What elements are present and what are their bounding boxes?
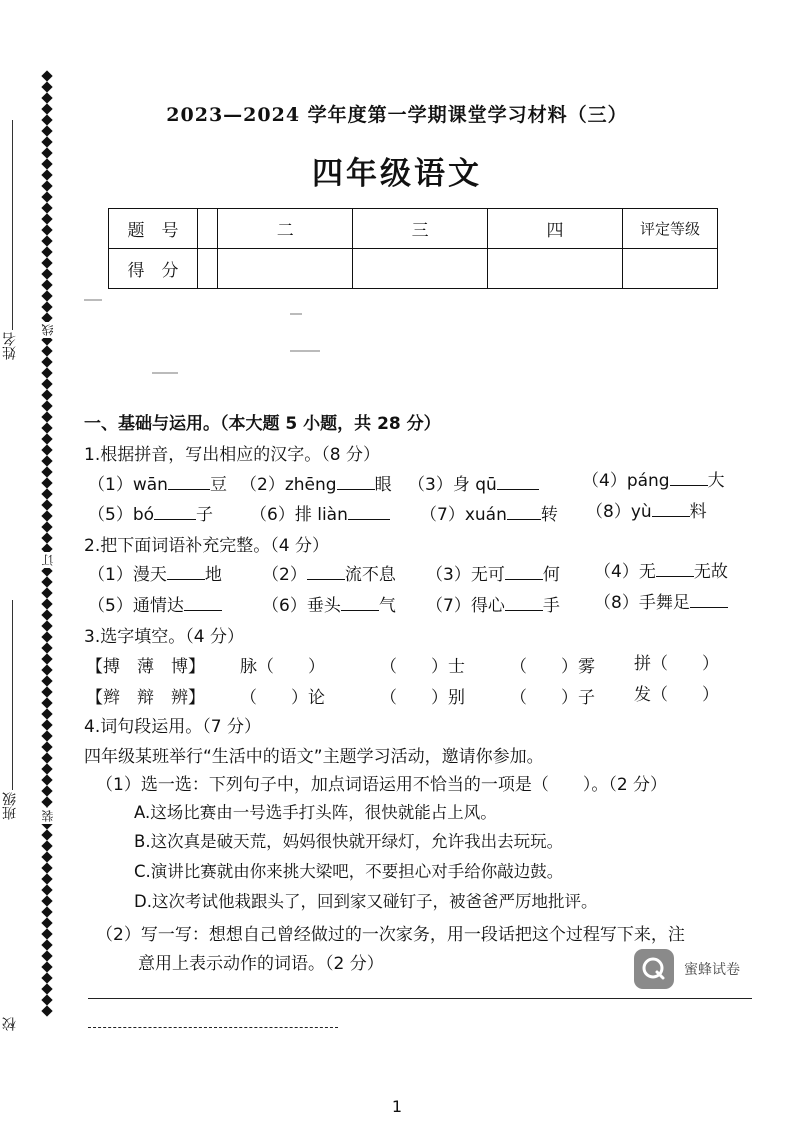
q3-group-1-label: 【搏 薄 博】	[86, 657, 205, 677]
diamond-mark	[41, 653, 52, 664]
diamond-mark	[41, 1005, 52, 1016]
diamond-mark	[41, 939, 52, 950]
q1-item-6	[250, 500, 390, 525]
diamond-mark	[41, 455, 52, 466]
item-number: （4）	[594, 562, 639, 582]
score-table-cell: 三	[353, 209, 488, 249]
diamond-mark	[41, 466, 52, 477]
seal-label-line: 线	[41, 324, 55, 336]
answer-blank[interactable]	[154, 505, 196, 520]
subject-title: 四年级语文	[312, 156, 482, 192]
diamond-mark	[41, 213, 52, 224]
q1-item-5	[88, 500, 213, 525]
item-number: （6）	[262, 596, 307, 616]
diamond-mark	[41, 785, 52, 796]
score-input-cell[interactable]	[488, 249, 623, 289]
pinyin: xuán	[464, 505, 507, 525]
item-number: （5）	[88, 596, 133, 616]
diamond-mark	[41, 400, 52, 411]
choice-option-a[interactable]: A.这场比赛由一号选手打头阵，很快就能占上风。	[134, 803, 497, 822]
char-suffix: 大	[707, 471, 725, 491]
item-number: （1）	[88, 565, 133, 585]
score-table-cell: 四	[488, 209, 623, 249]
diamond-mark	[41, 972, 52, 983]
diamond-mark	[41, 774, 52, 785]
writing-answer-line[interactable]	[88, 1027, 338, 1028]
choice-option-d[interactable]: D.这次考试他栽跟头了，回到家又碰钉子，被爸爸严厉地批评。	[134, 892, 598, 911]
question-4-intro: 四年级某班举行“生活中的语文”主题学习活动，邀请你参加。	[84, 747, 544, 767]
diamond-mark	[41, 730, 52, 741]
answer-blank[interactable]	[307, 565, 345, 580]
word-prefix: 得心	[470, 596, 505, 616]
q1-item-3	[408, 470, 539, 495]
q3-row1-item[interactable]: 脉（ ）	[240, 657, 325, 677]
scan-smudge	[290, 350, 320, 352]
diamond-mark	[41, 708, 52, 719]
char-suffix: 豆	[209, 475, 227, 495]
diamond-mark	[41, 950, 52, 961]
watermark-text: 蜜蜂试卷	[684, 962, 740, 978]
seal-label-ding: 订	[41, 554, 55, 566]
diamond-mark	[41, 840, 52, 851]
scan-smudge	[290, 313, 302, 315]
question-4-prompt: 4.词句段运用。（7 分）	[84, 717, 261, 737]
q1-item-2	[240, 470, 392, 495]
diamond-mark	[41, 444, 52, 455]
diamond-mark	[41, 191, 52, 202]
char-suffix: 子	[196, 505, 214, 525]
diamond-mark	[41, 290, 52, 301]
q3-group-2-label: 【辫 辩 辨】	[86, 688, 205, 708]
item-number: （6）	[250, 505, 295, 525]
char-suffix: 眼	[374, 475, 392, 495]
word-suffix: 气	[378, 596, 396, 616]
diamond-mark	[41, 367, 52, 378]
question-4-sub2-line2: 意用上表示动作的词语。（2 分）	[138, 954, 384, 974]
bee-logo-icon	[634, 949, 674, 989]
q2-item-1	[88, 560, 222, 585]
q2-item-6	[262, 591, 396, 616]
diamond-mark	[41, 928, 52, 939]
diamond-mark	[41, 752, 52, 763]
q3-row1-item[interactable]: （ ）士	[380, 657, 465, 677]
diamond-mark	[41, 477, 52, 488]
seal-label-zhuang: 装	[41, 810, 55, 822]
diamond-mark	[41, 422, 52, 433]
school-label: 校	[2, 1017, 18, 1031]
diamond-mark	[41, 378, 52, 389]
diamond-mark	[41, 576, 52, 587]
score-table-cell: 二	[218, 209, 353, 249]
word-prefix: 手舞足	[638, 593, 690, 613]
diamond-mark	[41, 587, 52, 598]
answer-blank[interactable]	[497, 475, 539, 490]
diamond-mark	[41, 686, 52, 697]
choice-option-b[interactable]: B.这次真是破天荒，妈妈很快就开绿灯，允许我出去玩玩。	[134, 832, 564, 851]
class-blank-line	[12, 600, 13, 790]
word-prefix: 通情达	[132, 596, 184, 616]
score-input-cell[interactable]	[353, 249, 488, 289]
diamond-mark	[41, 763, 52, 774]
diamond-mark	[41, 884, 52, 895]
class-label: 班级	[2, 792, 18, 820]
pinyin: zhēng	[284, 475, 337, 495]
item-number: （1）	[88, 475, 133, 495]
word-suffix: 流不息	[344, 565, 396, 585]
pinyin: páng	[626, 471, 670, 491]
q2-item-7	[426, 591, 560, 616]
diamond-mark	[41, 279, 52, 290]
q2-item-3	[426, 560, 560, 585]
question-4-sub2-line1: （2）写一写：想想自己曾经做过的一次家务，用一段话把这个过程写下来，注	[96, 925, 685, 945]
diamond-mark	[41, 741, 52, 752]
answer-blank[interactable]	[184, 596, 222, 611]
diamond-mark	[41, 631, 52, 642]
q3-row2-item[interactable]: 发（ ）	[634, 685, 719, 705]
question-4-sub1: （1）选一选：下列句子中，加点词语运用不恰当的一项是（ ）。（2 分）	[96, 775, 668, 795]
diamond-mark	[41, 642, 52, 653]
item-number: （7）	[426, 596, 471, 616]
diamond-mark	[41, 301, 52, 312]
q3-row1-item[interactable]: （ ）雾	[510, 657, 595, 677]
choice-option-c[interactable]: C.演讲比赛就由你来挑大梁吧，不要担心对手给你敲边鼓。	[134, 862, 564, 881]
diamond-mark	[41, 268, 52, 279]
diamond-mark	[41, 70, 52, 81]
score-input-cell[interactable]	[623, 249, 718, 289]
pinyin: wān	[132, 475, 168, 495]
diamond-mark	[41, 532, 52, 543]
answer-blank[interactable]	[505, 596, 543, 611]
answer-blank[interactable]	[168, 475, 210, 490]
word-suffix: 何	[542, 565, 560, 585]
diamond-mark	[41, 488, 52, 499]
diamond-mark	[41, 906, 52, 917]
diamond-mark	[41, 961, 52, 972]
word-suffix: 手	[542, 596, 560, 616]
name-label: 姓名	[2, 332, 18, 360]
section-title: 一、基础与运用。（本大题 5 小题，共 28 分）	[84, 414, 441, 434]
score-table-cell	[198, 209, 218, 249]
diamond-mark	[41, 510, 52, 521]
answer-blank[interactable]	[670, 471, 708, 486]
diamond-mark	[41, 411, 52, 422]
diamond-mark	[41, 829, 52, 840]
answer-blank[interactable]	[656, 562, 694, 577]
item-number: （2）	[240, 475, 285, 495]
item-number: （3）	[408, 475, 453, 495]
diamond-mark	[41, 257, 52, 268]
q3-row2-item[interactable]: （ ）论	[240, 688, 325, 708]
char-suffix: 料	[689, 502, 707, 522]
diamond-mark	[41, 719, 52, 730]
writing-answer-line[interactable]	[88, 998, 752, 999]
q1-item-8	[586, 497, 707, 522]
item-number: （7）	[420, 505, 465, 525]
scan-smudge	[152, 372, 178, 374]
diamond-mark	[41, 851, 52, 862]
word-prefix: 漫天	[132, 565, 167, 585]
item-number: （4）	[582, 471, 627, 491]
diamond-mark	[41, 664, 52, 675]
q1-item-1	[88, 470, 227, 495]
scan-smudge	[84, 299, 102, 301]
diamond-mark	[41, 246, 52, 257]
answer-blank[interactable]	[507, 505, 541, 520]
question-2-prompt: 2.把下面词语补充完整。（4 分）	[84, 536, 329, 556]
diamond-mark	[41, 433, 52, 444]
diamond-mark	[41, 235, 52, 246]
pinyin: bó	[132, 505, 155, 525]
diamond-mark	[41, 521, 52, 532]
diamond-mark	[41, 202, 52, 213]
diamond-mark	[41, 356, 52, 367]
score-table	[108, 208, 718, 289]
diamond-mark	[41, 81, 52, 92]
answer-blank[interactable]	[167, 565, 205, 580]
pinyin: yù	[630, 502, 652, 522]
item-number: （2）	[262, 565, 307, 585]
score-input-cell[interactable]	[218, 249, 353, 289]
score-input-cell[interactable]	[198, 249, 218, 289]
word-prefix: 无可	[470, 565, 505, 585]
word-prefix: 无	[638, 562, 656, 582]
diamond-mark	[41, 609, 52, 620]
char-suffix: 转	[540, 505, 558, 525]
word-suffix: 无故	[693, 562, 728, 582]
diamond-mark	[41, 125, 52, 136]
diamond-mark	[41, 873, 52, 884]
q3-row2-item[interactable]: （ ）子	[510, 688, 595, 708]
pinyin: 排 liàn	[294, 505, 348, 525]
diamond-mark	[41, 499, 52, 510]
question-1-prompt: 1.根据拼音，写出相应的汉字。（8 分）	[84, 445, 380, 465]
diamond-mark	[41, 620, 52, 631]
q2-item-5	[88, 591, 222, 616]
answer-blank[interactable]	[505, 565, 543, 580]
diamond-mark	[41, 895, 52, 906]
word-prefix: 垂头	[306, 596, 341, 616]
diamond-mark	[41, 796, 52, 807]
item-number: （8）	[594, 593, 639, 613]
q2-item-4	[594, 557, 728, 582]
q1-item-4	[582, 466, 725, 491]
diamond-mark	[41, 917, 52, 928]
item-number: （5）	[88, 505, 133, 525]
q2-item-8	[594, 588, 728, 613]
answer-blank[interactable]	[652, 502, 690, 517]
page-number: 1	[391, 1097, 403, 1116]
question-3-prompt: 3.选字填空。（4 分）	[84, 627, 244, 647]
answer-blank[interactable]	[341, 596, 379, 611]
answer-blank[interactable]	[348, 505, 390, 520]
q1-item-7	[420, 500, 558, 525]
diamond-mark	[41, 345, 52, 356]
diamond-mark	[41, 862, 52, 873]
score-table-cell: 得 分	[109, 249, 198, 289]
word-suffix: 地	[204, 565, 222, 585]
diamond-mark	[41, 983, 52, 994]
score-table-cell: 评定等级	[623, 209, 718, 249]
diamond-mark	[41, 675, 52, 686]
diamond-mark	[41, 224, 52, 235]
score-table-score-row	[109, 249, 718, 289]
diamond-mark	[41, 994, 52, 1005]
answer-blank[interactable]	[690, 593, 728, 608]
q2-item-2	[262, 560, 396, 585]
diamond-mark	[41, 136, 52, 147]
score-table-header-row	[109, 209, 718, 249]
diamond-mark	[41, 598, 52, 609]
score-table-cell: 题 号	[109, 209, 198, 249]
q3-row2-item[interactable]: （ ）别	[380, 688, 465, 708]
item-number: （8）	[586, 502, 631, 522]
q3-row1-item[interactable]: 拼（ ）	[634, 654, 719, 674]
diamond-mark	[41, 389, 52, 400]
pinyin: 身 qū	[452, 475, 497, 495]
exam-header-title: 2023—2024 学年度第一学期课堂学习材料（三）	[166, 104, 628, 126]
diamond-mark	[41, 697, 52, 708]
item-number: （3）	[426, 565, 471, 585]
answer-blank[interactable]	[337, 475, 375, 490]
